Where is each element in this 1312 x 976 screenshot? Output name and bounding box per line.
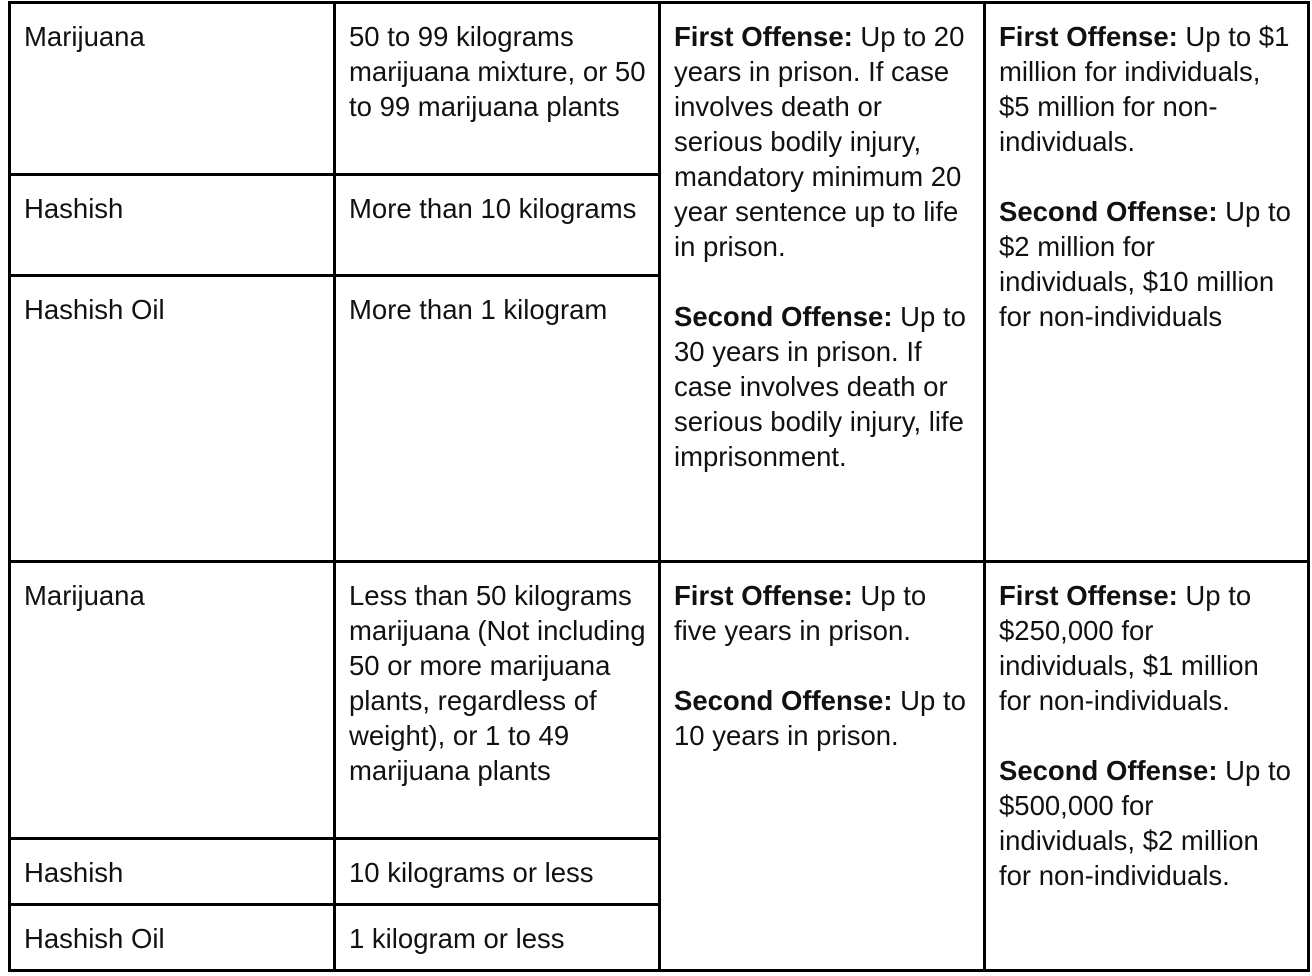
second-offense-label: Second Offense: bbox=[674, 301, 893, 332]
penalty-cell bbox=[660, 3, 985, 562]
drug-cell: Hashish Oil bbox=[10, 905, 335, 971]
quantity-cell: Less than 50 kilograms marijuana (Not including 50 or more marijuana plants, regardless of weight), or 1 to 49 marijuana plants bbox=[335, 562, 660, 839]
drug-cell: Marijuana bbox=[10, 562, 335, 839]
drug-cell: Marijuana bbox=[10, 3, 335, 175]
first-offense-text: Up to $1 million for individuals, $5 million for non-individuals. bbox=[999, 21, 1290, 157]
drug-cell: Hashish bbox=[10, 839, 335, 905]
second-offense-text: Up to 10 years in prison. bbox=[674, 685, 966, 751]
second-offense-fine bbox=[999, 194, 1295, 334]
first-offense-label: First Offense: bbox=[999, 21, 1178, 52]
first-offense-penalty bbox=[674, 578, 971, 648]
table-row bbox=[10, 562, 1309, 839]
first-offense-text: Up to 20 years in prison. If case involves death or serious bodily injury, mandatory minimum 20 year sentence up to life in prison. bbox=[674, 21, 965, 262]
drug-cell: Hashish bbox=[10, 175, 335, 276]
second-offense-label: Second Offense: bbox=[999, 755, 1218, 786]
second-offense-text: Up to $500,000 for individuals, $2 million for non-individuals. bbox=[999, 755, 1291, 891]
penalties-table bbox=[8, 1, 1310, 972]
first-offense-fine bbox=[999, 578, 1295, 718]
second-offense-text: Up to 30 years in prison. If case involves death or serious bodily injury, life imprisonment. bbox=[674, 301, 966, 472]
quantity-cell: 1 kilogram or less bbox=[335, 905, 660, 971]
first-offense-label: First Offense: bbox=[674, 21, 853, 52]
second-offense-penalty bbox=[674, 683, 971, 753]
first-offense-text: Up to $250,000 for individuals, $1 million for non-individuals. bbox=[999, 580, 1259, 716]
drug-cell: Hashish Oil bbox=[10, 276, 335, 562]
second-offense-fine bbox=[999, 753, 1295, 893]
second-offense-label: Second Offense: bbox=[999, 196, 1218, 227]
quantity-cell: 50 to 99 kilograms marijuana mixture, or 50 to 99 marijuana plants bbox=[335, 3, 660, 175]
quantity-cell: More than 10 kilograms bbox=[335, 175, 660, 276]
first-offense-fine bbox=[999, 19, 1295, 159]
second-offense-label: Second Offense: bbox=[674, 685, 893, 716]
first-offense-label: First Offense: bbox=[999, 580, 1178, 611]
quantity-cell: More than 1 kilogram bbox=[335, 276, 660, 562]
quantity-cell: 10 kilograms or less bbox=[335, 839, 660, 905]
first-offense-penalty bbox=[674, 19, 971, 264]
second-offense-penalty bbox=[674, 299, 971, 474]
first-offense-label: First Offense: bbox=[674, 580, 853, 611]
first-offense-text: Up to five years in prison. bbox=[674, 580, 927, 646]
fine-cell bbox=[985, 3, 1309, 562]
table-row bbox=[10, 3, 1309, 175]
second-offense-text: Up to $2 million for individuals, $10 million for non-individuals bbox=[999, 196, 1291, 332]
penalty-cell bbox=[660, 562, 985, 971]
fine-cell bbox=[985, 562, 1309, 971]
